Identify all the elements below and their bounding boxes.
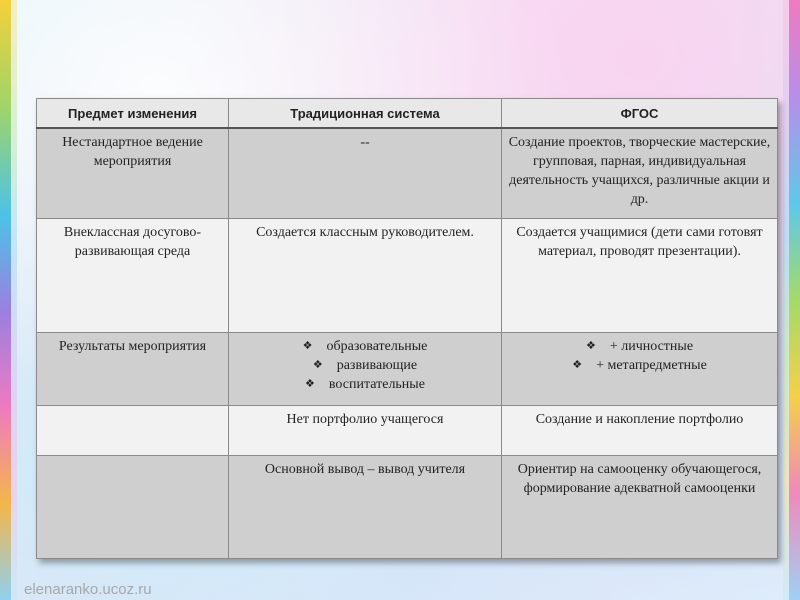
list-item-label: + метапредметные xyxy=(596,357,707,373)
decorative-stripe-left-inner xyxy=(11,0,17,600)
table-cell: Создание проектов, творческие мастерские, групповая, парная, индивидуальная деятельность учащихся, различные акции и др. xyxy=(502,128,778,218)
list-item xyxy=(303,337,428,356)
comparison-table xyxy=(36,98,778,559)
table-cell: Нет портфолио учащегося xyxy=(229,405,502,455)
diamond-bullet-icon: ❖ xyxy=(302,339,313,352)
header-subject: Предмет изменения xyxy=(37,99,229,129)
fgos-results-list xyxy=(572,337,707,375)
list-item-label: + личностные xyxy=(609,338,694,354)
table-cell xyxy=(37,405,229,455)
header-traditional: Традиционная система xyxy=(229,99,502,129)
table-cell: Создание и накопление портфолио xyxy=(502,405,778,455)
table-row xyxy=(37,455,778,559)
list-item-label: образовательные xyxy=(326,338,428,354)
table-row xyxy=(37,128,778,218)
diamond-bullet-icon: ❖ xyxy=(312,358,323,371)
list-item xyxy=(572,337,707,356)
decorative-stripe-right xyxy=(789,0,800,600)
table-cell-list xyxy=(502,332,778,405)
table-row xyxy=(37,405,778,455)
table-header-row xyxy=(37,99,778,129)
table-cell xyxy=(37,455,229,559)
table-cell: Ориентир на самооценку обучающегося, формирование адекватной самооценки xyxy=(502,455,778,559)
list-item-label: развивающие xyxy=(336,357,418,373)
site-watermark: elenaranko.ucoz.ru xyxy=(24,581,152,598)
diamond-bullet-icon: ❖ xyxy=(585,339,596,352)
list-item xyxy=(303,356,428,375)
list-item xyxy=(303,375,428,394)
table-row xyxy=(37,332,778,405)
diamond-bullet-icon: ❖ xyxy=(572,358,583,371)
diamond-bullet-icon: ❖ xyxy=(305,377,315,390)
table-cell: Нестандартное ведение мероприятия xyxy=(37,128,229,218)
table-cell: Основной вывод – вывод учителя xyxy=(229,455,502,559)
table-cell: Внеклассная досугово-развивающая среда xyxy=(37,218,229,332)
table-cell: Создается классным руководителем. xyxy=(229,218,502,332)
table-cell: Создается учащимися (дети сами готовят материал, проводят презентации). xyxy=(502,218,778,332)
table-cell: -- xyxy=(229,128,502,218)
decorative-stripe-left xyxy=(0,0,11,600)
table-cell-list xyxy=(229,332,502,405)
list-item xyxy=(572,356,707,375)
traditional-results-list xyxy=(303,337,428,394)
table-row xyxy=(37,218,778,332)
list-item-label: воспитательные xyxy=(328,376,425,392)
header-fgos: ФГОС xyxy=(502,99,778,129)
table-cell: Результаты мероприятия xyxy=(37,332,229,405)
